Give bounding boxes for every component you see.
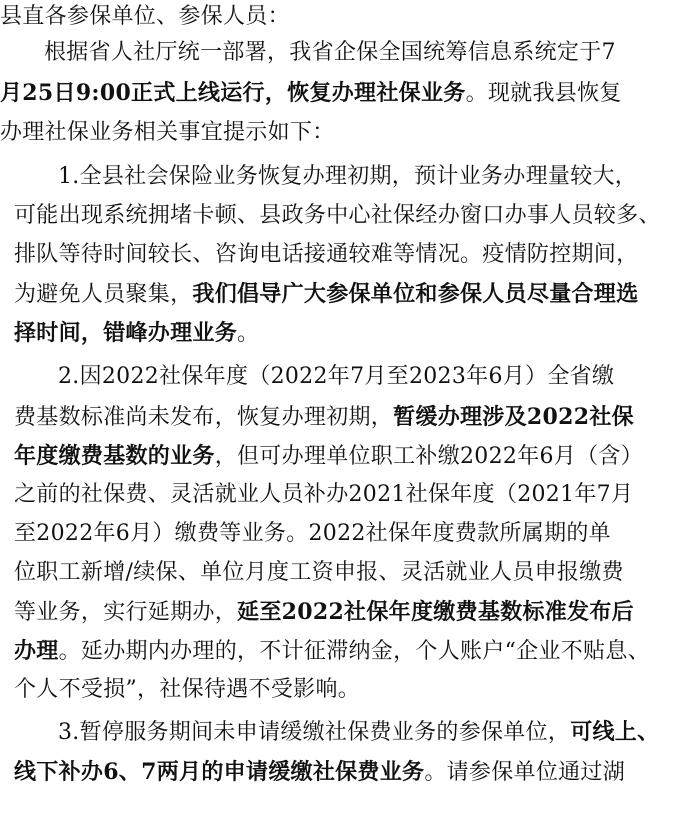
item1-line-5: 择时间，错峰办理业务。 <box>14 320 260 346</box>
item1-line-2: 可能出现系统拥堵卡顿、县政务中心社保经办窗口办事人员较多、 <box>14 203 661 228</box>
item1-line-4: 为避免人员聚集，我们倡导广大参保单位和参保人员尽量合理选 <box>14 281 639 307</box>
item2-deferral-highlight: 延至2022社保年度缴费基数标准发布后 <box>237 599 634 625</box>
intro-line-2: 月25日9:00正式上线运行，恢复办理社保业务。现就我县恢复 <box>0 80 622 106</box>
item2-line-3: 年度缴费基数的业务，但可办理单位职工补缴2022年6月（含） <box>14 443 643 469</box>
item2-line-5: 至2022年6月）缴费等业务。2022社保年度费款所属期的单 <box>14 521 611 546</box>
item2-line-6: 位职工新增/续保、单位月度工资申报、灵活就业人员申报缴费 <box>14 560 624 585</box>
item1-line-3: 排队等待时间较长、咨询电话接通较难等情况。疫情防控期间， <box>14 242 639 267</box>
item2-suspend-highlight: 暂缓办理涉及2022社保 <box>393 404 634 430</box>
item1-line-1: 1.全县社会保险业务恢复办理初期，预计业务办理量较大， <box>58 164 638 189</box>
item1-advice-highlight: 我们倡导广大参保单位和参保人员尽量合理选 <box>192 281 639 307</box>
item2-line-2: 费基数标准尚未发布，恢复办理初期，暂缓办理涉及2022社保 <box>14 404 634 430</box>
item2-line-1: 2.因2022社保年度（2022年7月至2023年6月）全省缴 <box>58 364 615 389</box>
item2-line-7: 等业务，实行延期办，延至2022社保年度缴费基数标准发布后 <box>14 599 634 625</box>
item3-makeup-highlight: 可线上、 <box>570 719 660 745</box>
intro-line-1: 根据省人社厅统一部署，我省企保全国统筹信息系统定于7 <box>44 40 616 65</box>
item3-line-1: 3.暂停服务期间未申请缓缴社保费业务的参保单位，可线上、 <box>58 719 660 745</box>
intro-launch-highlight: 月25日9:00正式上线运行，恢复办理社保业务 <box>0 80 466 106</box>
intro-line-3: 办理社保业务相关事宜提示如下： <box>0 120 335 145</box>
salutation: 县直各参保单位、参保人员： <box>0 4 290 29</box>
item3-line-2: 线下补办6、7两月的申请缓缴社保费业务。请参保单位通过湖 <box>14 759 626 785</box>
item2-line-8: 办理。延办期内办理的，不计征滞纳金，个人账户“企业不贴息、 <box>14 638 650 664</box>
item2-line-4: 之前的社保费、灵活就业人员补办2021社保年度（2021年7月 <box>14 482 634 507</box>
item2-line-9: 个人不受损”，社保待遇不受影响。 <box>14 677 361 702</box>
